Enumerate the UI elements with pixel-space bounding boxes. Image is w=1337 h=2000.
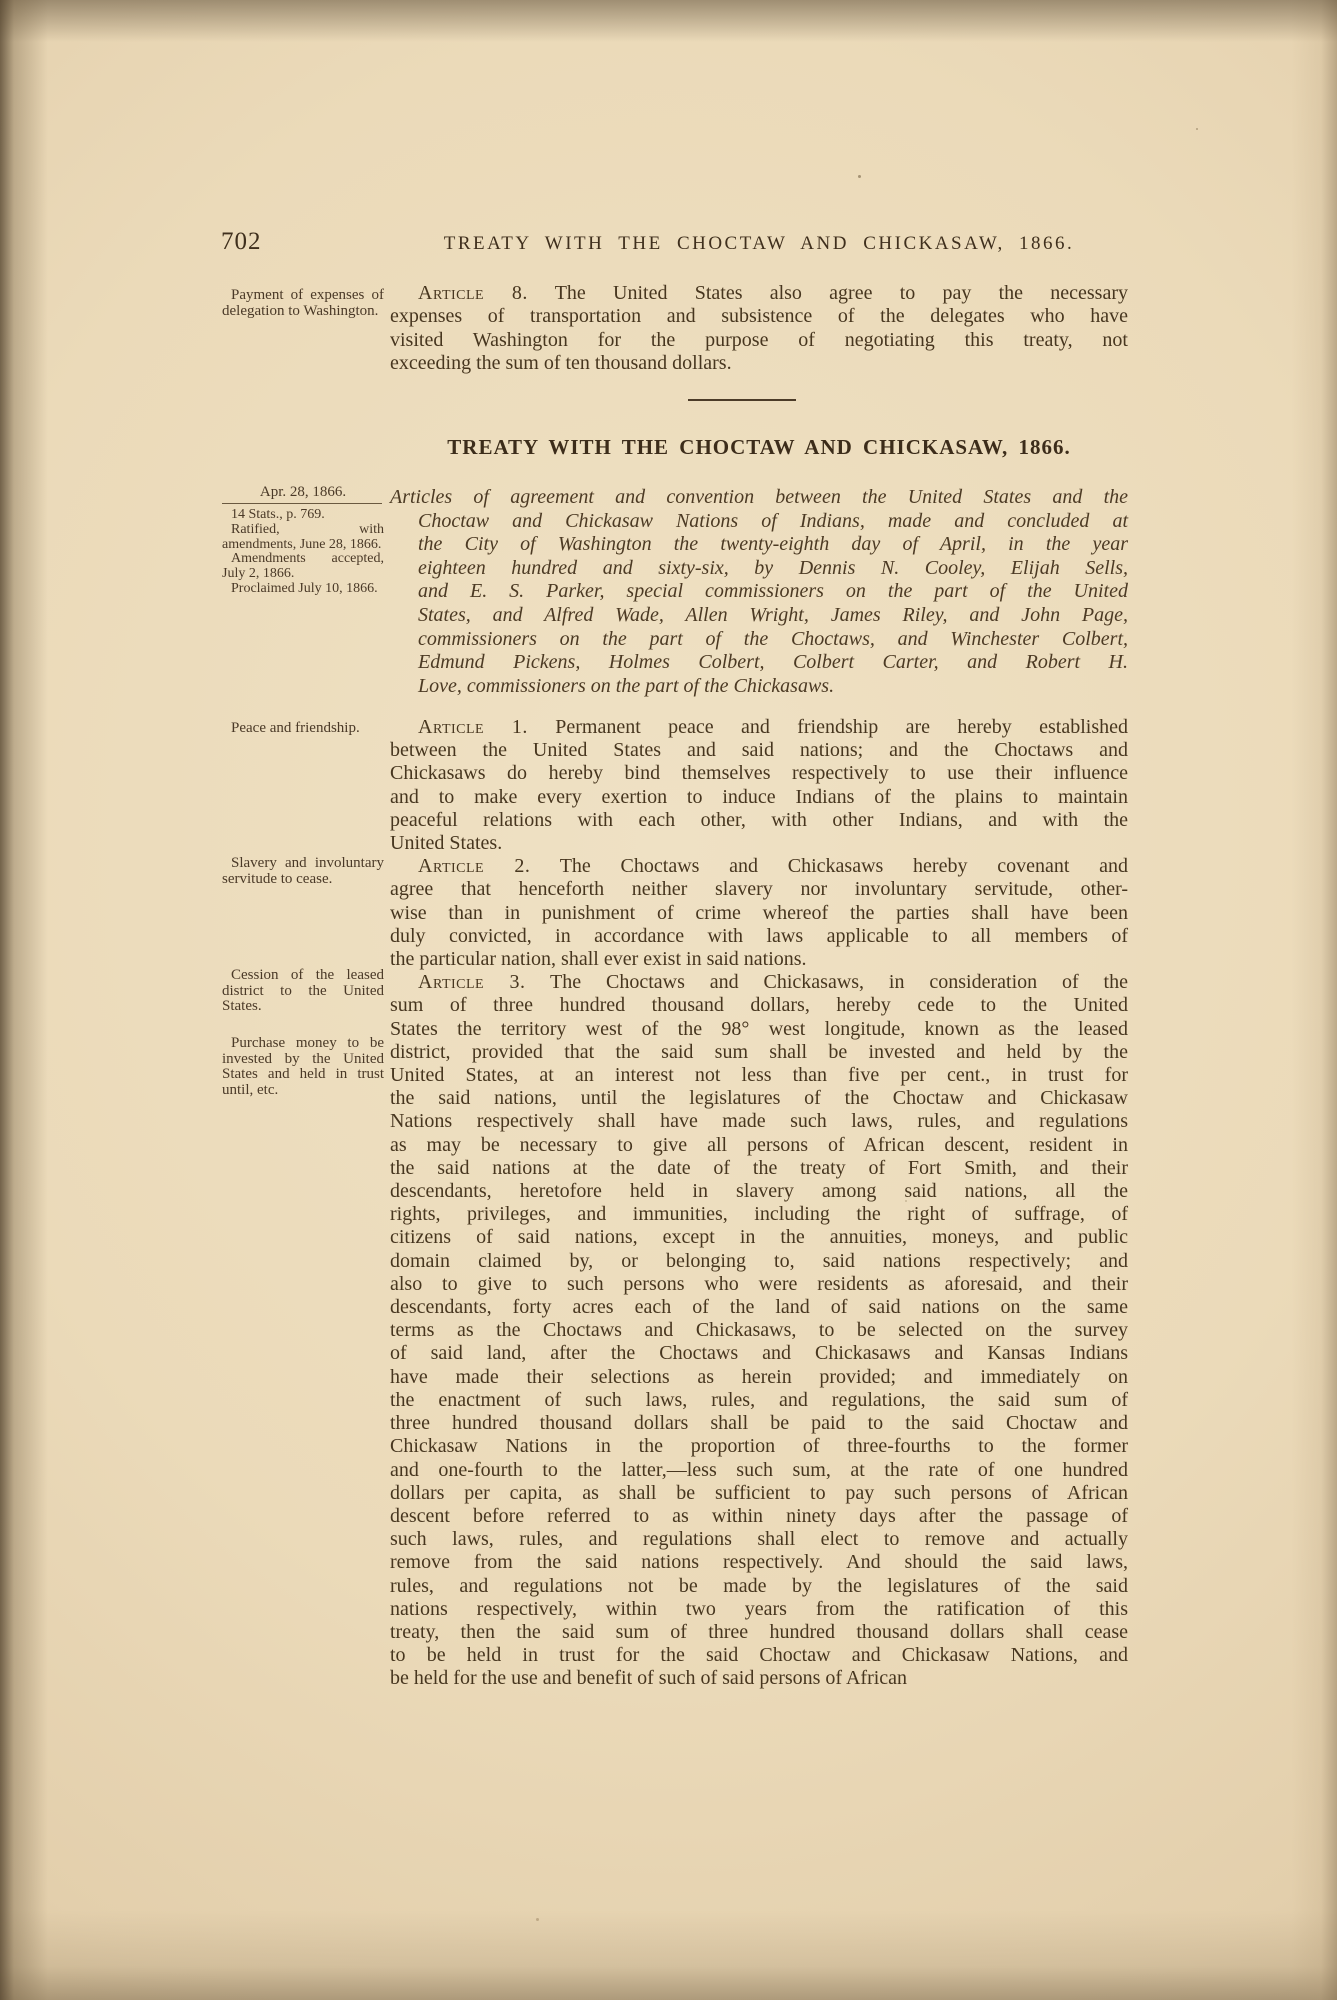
sidenote-cession-of-leased-district: Cession of the leased district to the United States. bbox=[222, 967, 384, 1015]
sidenote-citations bbox=[222, 508, 384, 597]
treaty-preamble: Articles of agreement and convention between the United States and the Choctaw and Chickasaw Nations of Indians, made and concluded at the City of Washington the twenty-eighth day of April, in the year eighteen hundred and sixty-six, by Dennis N. Cooley, Elijah Sells, and E. S. Parker, special commissioners on the part of the United States, and Alfred Wade, Allen Wright, James Riley, and John Page, commissioners on the part of the Choctaws, and Winchester Colbert, Edmund Pickens, Holmes Colbert, Colbert Carter, and Robert H. Love, commissioners on the part of the Chickasaws. bbox=[390, 486, 1128, 697]
page-number: 702 bbox=[221, 228, 262, 255]
sidenote-peace-and-friendship: Peace and friendship. bbox=[231, 720, 360, 736]
running-head: TREATY WITH THE CHOCTAW AND CHICKASAW, 1866. bbox=[443, 233, 1075, 254]
sidenote-treaty-date: Apr. 28, 1866. bbox=[259, 484, 347, 500]
treaty-title: TREATY WITH THE CHOCTAW AND CHICKASAW, 1866. bbox=[447, 435, 1071, 459]
article-3-paragraph: Article 3. The Choctaws and Chickasaws, in consideration of the sum of three hundred thousand dollars, hereby cede to the United States the territory west of the 98° west longitude, known as the leased district, provided that the said sum shall be invested and held by the United States, at an interest not less than five per cent., in trust for the said nations, until the legislatures of the Choctaw and Chickasaw Nations respectively shall have made such laws, rules, and regulations as may be necessary to give all persons of African descent, resident in the said nations at the date of the treaty of Fort Smith, and their descendants, heretofore held in slavery among said nations, all the rights, privileges, and immunities, including the right of suffrage, of citizens of said nations, except in the annuities, moneys, and public domain claimed by, or belonging to, said nations respectively; and also to give to such persons who were residents as aforesaid, and their descendants, forty acres each of the land of said nations on the same terms as the Choctaws and Chickasaws, to be selected on the survey of said land, after the Choctaws and Chickasaws and Kansas Indians have made their selections as herein provided; and immediately on the enactment of such laws, rules, and regulations, the said sum of three hundred thousand dollars shall be paid to the said Choctaw and Chickasaw Nations in the proportion of three-fourths to the former and one-fourth to the latter,—less such sum, at the rate of one hundred dollars per capita, as shall be sufficient to pay such persons of African descent before referred to as within ninety days after the passage of such laws, rules, and regulations shall elect to remove and actually remove from the said nations respectively. And should the said laws, rules, and regulations not be made by the legislatures of the said nations respectively, within two years from the ratification of this treaty, then the said sum of three hundred thousand dollars shall cease to be held in trust for the said Choctaw and Chickasaw Nations, and be held for the use and benefit of such of said persons of African bbox=[390, 971, 1128, 1690]
paper-speck bbox=[536, 1918, 539, 1921]
sidenote-proclaimed: Proclaimed July 10, 1866. bbox=[231, 580, 378, 596]
sidenote-slavery-to-cease: Slavery and involuntary servitude to cease. bbox=[222, 855, 384, 887]
sidenote-amendments-accepted: Amendments accepted, July 2, 1866. bbox=[222, 551, 384, 582]
sidenote-rule bbox=[222, 503, 382, 504]
sidenote-purchase-money-in-trust: Purchase money to be invested by the United States and held in trust until, etc. bbox=[222, 1035, 384, 1098]
article-8-paragraph: Article 8. The United States also agree to pay the necessary expenses of transportation and subsistence of the delegates who have visited Washington for the purpose of negotiating this treaty, not exceeding the sum of ten thousand dollars. bbox=[390, 282, 1128, 375]
sidenote-ratified: Ratified, with amendments, June 28, 1866. bbox=[222, 521, 384, 552]
paper-speck bbox=[1196, 128, 1198, 130]
sidenote-statutes-citation: 14 Stats., p. 769. bbox=[231, 507, 325, 522]
treaty-articles bbox=[390, 716, 1128, 1691]
article-1-paragraph: Article 1. Permanent peace and friendship are hereby established between the United States and said nations; and the Choctaws and Chickasaws do hereby bind themselves respectively to use their influence and to make every exertion to induce Indians of the plains to maintain peaceful relations with each other, with other Indians, and with the United States. bbox=[390, 716, 1128, 855]
paper-speck bbox=[858, 175, 861, 178]
article-2-paragraph: Article 2. The Choctaws and Chickasaws hereby covenant and agree that henceforth neither slavery nor involuntary servitude, other- wise than in punishment of crime whereof the parties shall have been duly convicted, in accordance with laws applicable to all members of the particular nation, shall ever exist in said nations. bbox=[390, 855, 1128, 971]
section-divider-rule bbox=[688, 399, 796, 401]
sidenote-payment-of-expenses: Payment of expenses of delegation to Washington. bbox=[222, 287, 384, 319]
